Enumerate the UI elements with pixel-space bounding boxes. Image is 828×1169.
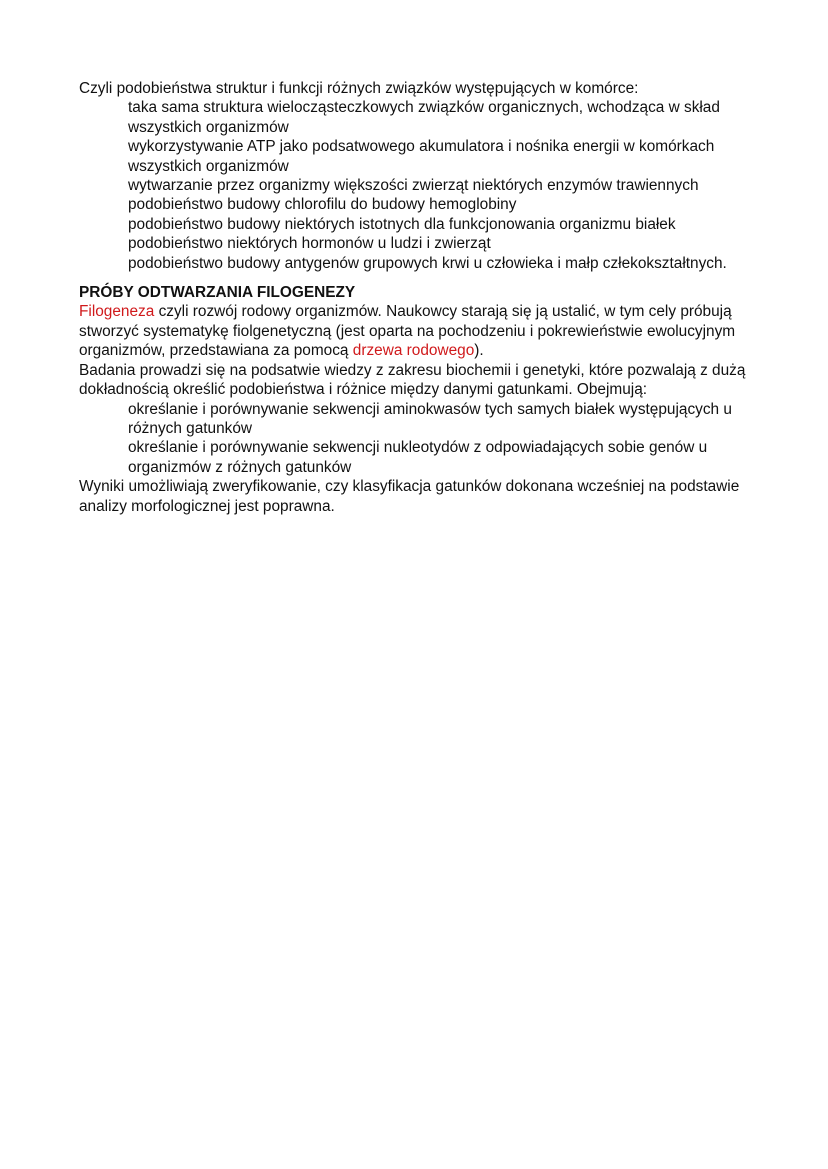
research-paragraph: Badania prowadzi się na podsatwie wiedzy z zakresu biochemii i genetyki, które pozwalają z dużą dokładnością określić podobieństwa i różnice między danymi gatunkami. Obejmują:: [79, 361, 746, 399]
section-gap: [79, 273, 759, 283]
similarities-intro: Czyli podobieństwa struktur i funkcji różnych związków występujących w komórce:: [79, 80, 639, 97]
paragraph-text-end: ).: [474, 342, 484, 360]
paragraph-text: czyli rozwój rodowy organizmów. Naukowcy starają się ją ustalić, w tym cely próbują stworzyć systematykę fiolgenetyczną (jest oparta na pochodzeniu i pokrewieństwie ewolucyjnym organizmów, przedstawiana za pomocą: [79, 303, 736, 360]
list-item: wykorzystywanie ATP jako podsatwowego akumulatora i nośnika energii w komórkach wszystkich organizmów: [128, 138, 715, 175]
list-item: podobieństwo niektórych hormonów u ludzi i zwierząt: [128, 235, 491, 253]
list-item: taka sama struktura wielocząsteczkowych związków organicznych, wchodząca w skład wszystkich organizmów: [128, 99, 720, 136]
list-item: podobieństwo budowy niektórych istotnych dla funkcjonowania organizmu białek: [128, 215, 676, 233]
section-heading: PRÓBY ODTWARZANIA FILOGENEZY: [79, 284, 356, 302]
term-filogeneza: Filogeneza: [79, 303, 155, 321]
document-page: [79, 79, 759, 516]
list-item: podobieństwo budowy antygenów grupowych krwi u człowieka i małp człekokształtnych.: [128, 254, 727, 272]
list-item: określanie i porównywanie sekwencji aminokwasów tych samych białek występujących u różnych gatunków: [128, 400, 732, 437]
term-drzewa-rodowego: drzewa rodowego: [352, 342, 475, 360]
list-item: wytwarzanie przez organizmy większości zwierząt niektórych enzymów trawiennych: [128, 177, 699, 195]
conclusion-paragraph: Wyniki umożliwiają zweryfikowanie, czy klasyfikacja gatunków dokonana wcześniej na podstawie analizy morfologicznej jest poprawna.: [79, 478, 740, 515]
similarities-list: [79, 98, 759, 273]
phylogeny-paragraph: [79, 302, 759, 360]
methods-list: [79, 400, 759, 478]
similarities-section: [79, 79, 759, 273]
list-item: określanie i porównywanie sekwencji nukleotydów z odpowiadających sobie genów u organizmów z różnych gatunków: [128, 439, 708, 476]
list-item: podobieństwo budowy chlorofilu do budowy hemoglobiny: [128, 196, 517, 214]
phylogeny-section: [79, 283, 759, 516]
